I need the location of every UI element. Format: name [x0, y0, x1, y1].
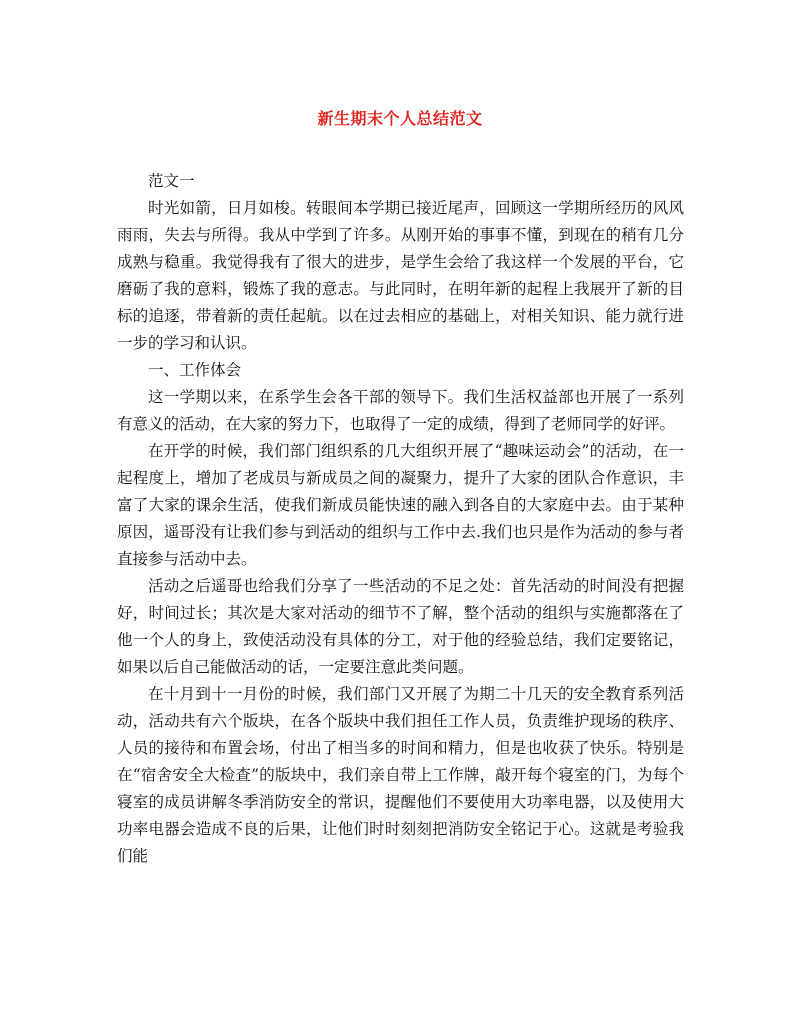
paragraph: 这一学期以来，在系学生会各干部的领导下。我们生活权益部也开展了一系列有意义的活动，在大家的努力下，也取得了一定的成绩，得到了老师同学的好评。 [117, 388, 684, 433]
document-body [117, 168, 684, 870]
paragraph: 活动之后遥哥也给我们分享了一些活动的不足之处：首先活动的时间没有把握好，时间过长；其次是大家对活动的细节不了解，整个活动的组织与实施都落在了他一个人的身上，致使活动没有具体的分工，对于他的经验总结，我们定要铭记，如果以后自己能做活动的话，一定要注意此类问题。 [117, 577, 684, 676]
paragraph: 时光如箭，日月如梭。转眼间本学期已接近尾声，回顾这一学期所经历的风风雨雨，失去与所得。我从中学到了许多。从刚开始的事事不懂，到现在的稍有几分成熟与稳重。我觉得我有了很大的进步，是学生会给了我这样一个发展的平台，它磨砺了我的意料，锻炼了我的意志。与此同时，在明年新的起程上我展开了新的目标的追逐，带着新的责任起航。以在过去相应的基础上，对相关知识、能力就行进一步的学习和认识。 [117, 199, 684, 352]
section-heading: 一、工作体会 [148, 361, 242, 379]
section-label: 范文一 [148, 172, 195, 190]
paragraph: 在十月到十一月份的时候，我们部门又开展了为期二十几天的安全教育系列活动，活动共有六个版块，在各个版块中我们担任工作人员，负责维护现场的秩序、人员的接待和布置会场，付出了相当多的时间和精力，但是也收获了快乐。特别是在“宿舍安全大检查”的版块中，我们亲自带上工作牌，敲开每个寝室的门，为每个寝室的成员讲解冬季消防安全的常识，提醒他们不要使用大功率电器，以及使用大功率电器会造成不良的后果，让他们时时刻刻把消防安全铭记于心。这就是考验我们能 [117, 685, 684, 865]
paragraph: 在开学的时候，我们部门组织系的几大组织开展了“趣味运动会”的活动，在一起程度上，增加了老成员与新成员之间的凝聚力，提升了大家的团队合作意识，丰富了大家的课余生活，使我们新成员能快速的融入到各自的大家庭中去。由于某种原因，遥哥没有让我们参与到活动的组织与工作中去.我们也只是作为活动的参与者直接参与活动中去。 [117, 442, 684, 568]
document-title: 新生期末个人总结范文 [317, 109, 483, 128]
